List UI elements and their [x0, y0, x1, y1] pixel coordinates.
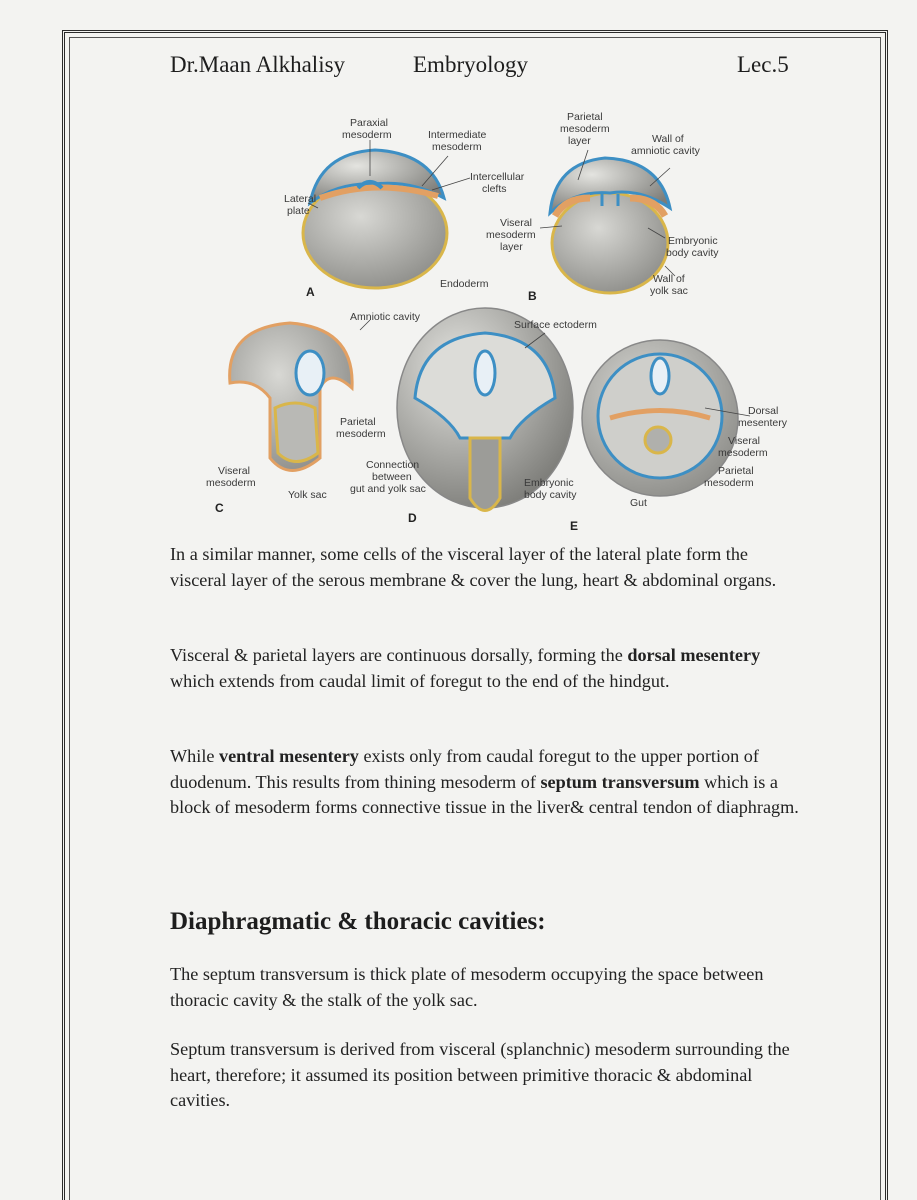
embryo-diagram — [170, 98, 810, 530]
panel-letter-a: A — [306, 285, 315, 299]
paragraph-ventral-mesentery — [170, 744, 805, 821]
term-septum-transversum: septum transversum — [540, 771, 700, 792]
panel-letter-d: D — [408, 511, 417, 525]
label-endoderm: Endoderm — [440, 278, 489, 290]
label-dorsal-2: mesentery — [738, 417, 788, 429]
label-connection-3: gut and yolk sac — [350, 483, 426, 495]
label-connection: Connection — [366, 459, 420, 471]
label-intermediate: Intermediate — [428, 129, 487, 141]
label-visceral-c-2: mesoderm — [206, 477, 256, 489]
p3-text-e: which is a block of mesoderm forms connective tissue in the liver& central tendon of diaphragm. — [170, 771, 799, 817]
label-connection-2: between — [372, 471, 412, 483]
label-wall-yolk-2: yolk sac — [650, 285, 688, 297]
label-visceral-layer: Viseral — [500, 217, 532, 229]
label-dorsal: Dorsal — [748, 405, 779, 417]
section-heading: Diaphragmatic & thoracic cavities: — [170, 908, 546, 935]
label-visceral-layer-2: mesoderm — [486, 229, 536, 241]
p3-text-c: exists only from caudal foregut to the upper portion of duodenum. This results from thining mesoderm of — [170, 746, 759, 792]
panel-e-drawing — [582, 340, 738, 496]
label-wall-amniotic-2: amniotic cavity — [631, 145, 700, 157]
label-embryonic-d-2: body cavity — [524, 489, 577, 501]
paragraph-dorsal-mesentery — [170, 643, 805, 694]
p2-text-c: which extends from caudal limit of foregut to the end of the hindgut. — [170, 670, 670, 691]
label-parietal-c: Parietal — [340, 416, 376, 428]
label-gut: Gut — [630, 497, 647, 509]
label-parietal-c-2: mesoderm — [336, 428, 386, 440]
label-embryonic-body: Embryonic — [668, 235, 718, 247]
panel-letter-e: E — [570, 519, 579, 530]
paragraph-visceral-layer: In a similar manner, some cells of the visceral layer of the lateral plate form the visceral layer of the serous membrane & cover the lung, heart & abdominal organs. — [170, 544, 777, 590]
label-parietal-layer-3: layer — [568, 135, 591, 147]
label-yolk-sac: Yolk sac — [288, 489, 327, 501]
label-amniotic-cavity: Amniotic cavity — [350, 311, 421, 323]
label-visceral-c: Viseral — [218, 465, 250, 477]
label-visceral-layer-3: layer — [500, 241, 523, 253]
label-parietal-layer: Parietal — [567, 111, 603, 123]
panel-a-drawing — [303, 150, 447, 288]
label-lateral-2: plate — [287, 205, 310, 217]
label-intermediate-2: mesoderm — [432, 141, 482, 153]
embryo-figure — [170, 98, 810, 530]
p2-text-a: Visceral & parietal layers are continuous dorsally, forming the — [170, 645, 628, 665]
panel-c-drawing — [230, 323, 352, 471]
label-intercellular: Intercellular — [470, 171, 525, 183]
term-ventral-mesentery: ventral mesentery — [219, 746, 359, 766]
label-parietal-e-2: mesoderm — [704, 477, 754, 489]
label-visceral-e-2: mesoderm — [718, 447, 768, 459]
label-paraxial-2: mesoderm — [342, 129, 392, 141]
label-paraxial: Paraxial — [350, 117, 388, 129]
panel-b-drawing — [550, 158, 670, 293]
header-author: Dr.Maan Alkhalisy — [170, 52, 346, 77]
paragraph-septum-definition: The septum transversum is thick plate of mesoderm occupying the space between thoracic cavity & the stalk of the yolk sac. — [170, 964, 764, 1010]
panel-letter-c: C — [215, 501, 224, 515]
header-subject: Embryology — [413, 52, 528, 77]
label-parietal-e: Parietal — [718, 465, 754, 477]
label-embryonic-d: Embryonic — [524, 477, 574, 489]
label-intercellular-2: clefts — [482, 183, 507, 195]
label-wall-yolk: Wall of — [653, 273, 685, 285]
p3-text-a: While — [170, 746, 219, 766]
header-lecture: Lec.5 — [737, 52, 789, 77]
label-visceral-e: Viseral — [728, 435, 760, 447]
label-lateral: Lateral — [284, 193, 317, 205]
paragraph-septum-origin: Septum transversum is derived from visceral (splanchnic) mesoderm surrounding the heart, therefore; it assumed its position between primitive thoracic & abdominal cavities. — [170, 1039, 790, 1110]
label-parietal-layer-2: mesoderm — [560, 123, 610, 135]
term-dorsal-mesentery: dorsal mesentery — [627, 645, 761, 665]
label-wall-amniotic: Wall of — [652, 133, 684, 145]
label-embryonic-body-2: body cavity — [666, 247, 719, 259]
label-surface-ectoderm: Surface ectoderm — [514, 319, 597, 331]
panel-letter-b: B — [528, 289, 537, 303]
